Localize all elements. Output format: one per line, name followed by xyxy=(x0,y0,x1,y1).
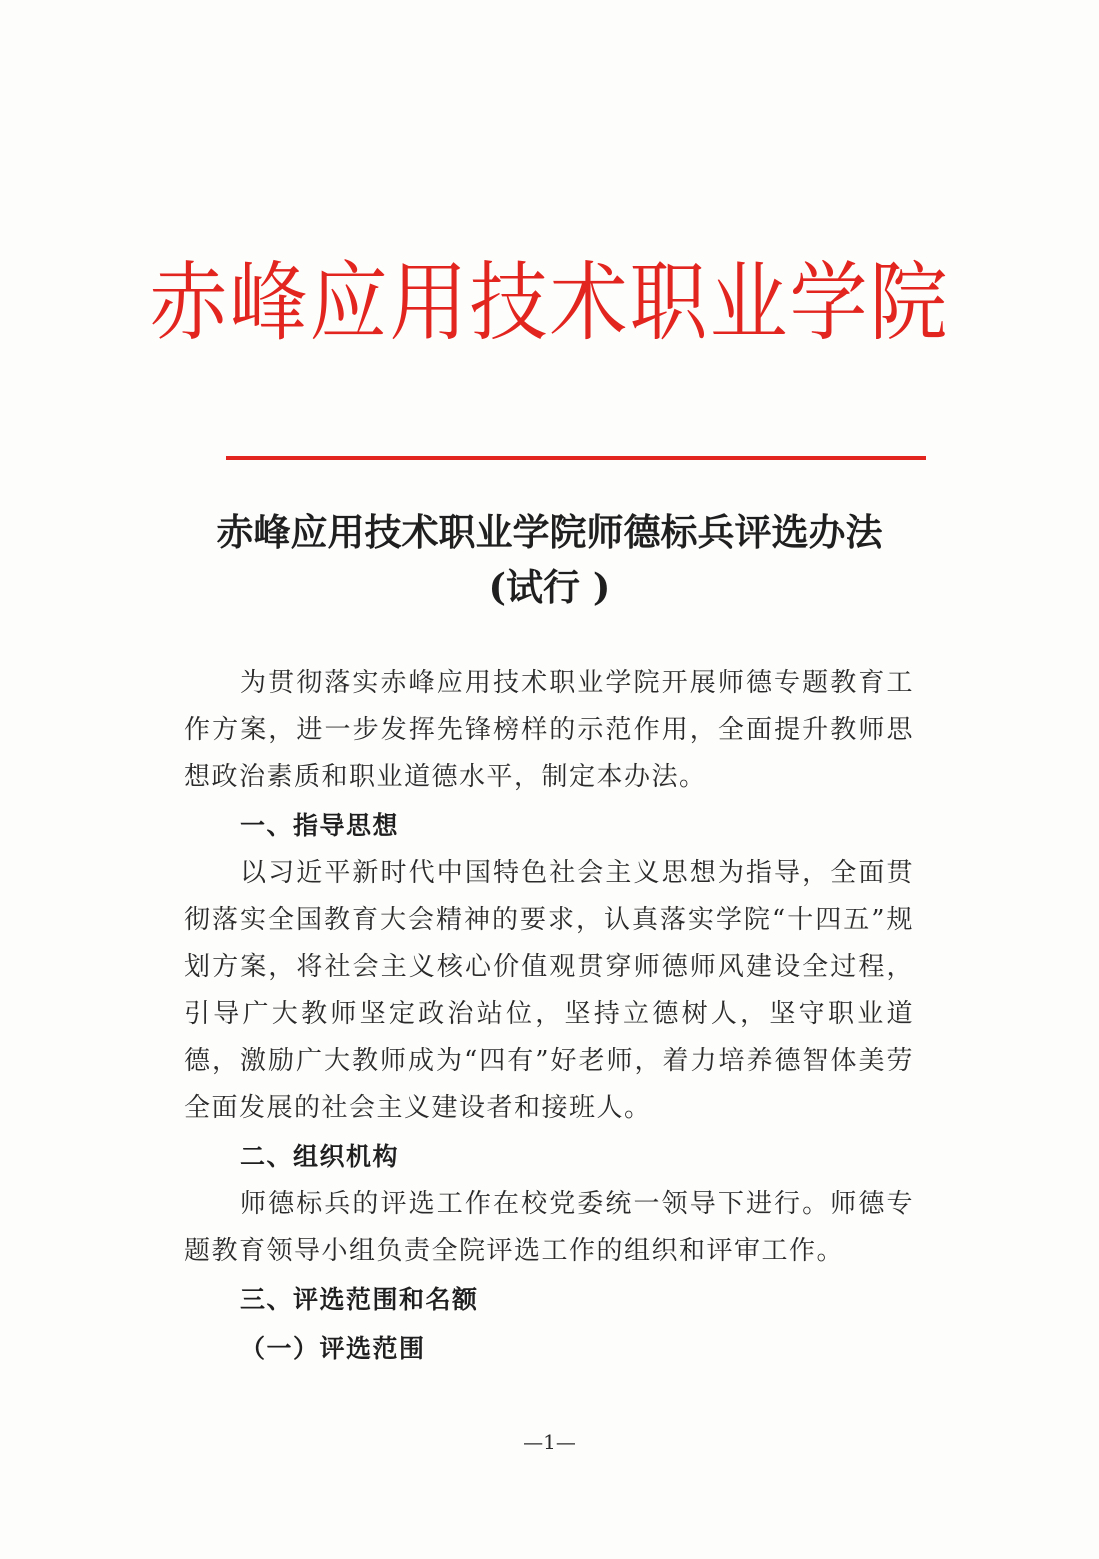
page-number: —1— xyxy=(523,1430,576,1454)
section-heading-scope-and-quota: 三、评选范围和名额 xyxy=(240,1285,479,1314)
subsection-heading-scope: （一）评选范围 xyxy=(240,1334,426,1363)
letterhead-title: 赤峰应用技术职业学院 xyxy=(149,254,950,353)
document-subtitle: (试行 ) xyxy=(488,565,611,609)
section-heading-organization: 二、组织机构 xyxy=(240,1142,400,1171)
document-title: 赤峰应用技术职业学院师德标兵评选办法 xyxy=(216,510,883,554)
section-heading-guiding-ideology: 一、指导思想 xyxy=(240,811,400,840)
letterhead-divider xyxy=(226,456,926,460)
section-body-guiding-ideology: 以习近平新时代中国特色社会主义思想为指导，全面贯彻落实全国教育大会精神的要求，认真落实学院“十四五”规划方案，将社会主义核心价值观贯穿师德师风建设全过程，引导广大教师坚定政治站位，坚持立德树人，坚守职业道德，激励广大教师成为“四有”好老师，着力培养德智体美劳全面发展的社会主义建设者和接班人。 xyxy=(184,858,914,1123)
document-body xyxy=(184,660,914,1373)
intro-paragraph: 为贯彻落实赤峰应用技术职业学院开展师德专题教育工作方案，进一步发挥先锋榜样的示范作用，全面提升教师思想政治素质和职业道德水平，制定本办法。 xyxy=(184,668,914,792)
letterhead-divider-line xyxy=(226,456,926,460)
section-body-organization: 师德标兵的评选工作在校党委统一领导下进行。师德专题教育领导小组负责全院评选工作的组织和评审工作。 xyxy=(184,1189,914,1266)
